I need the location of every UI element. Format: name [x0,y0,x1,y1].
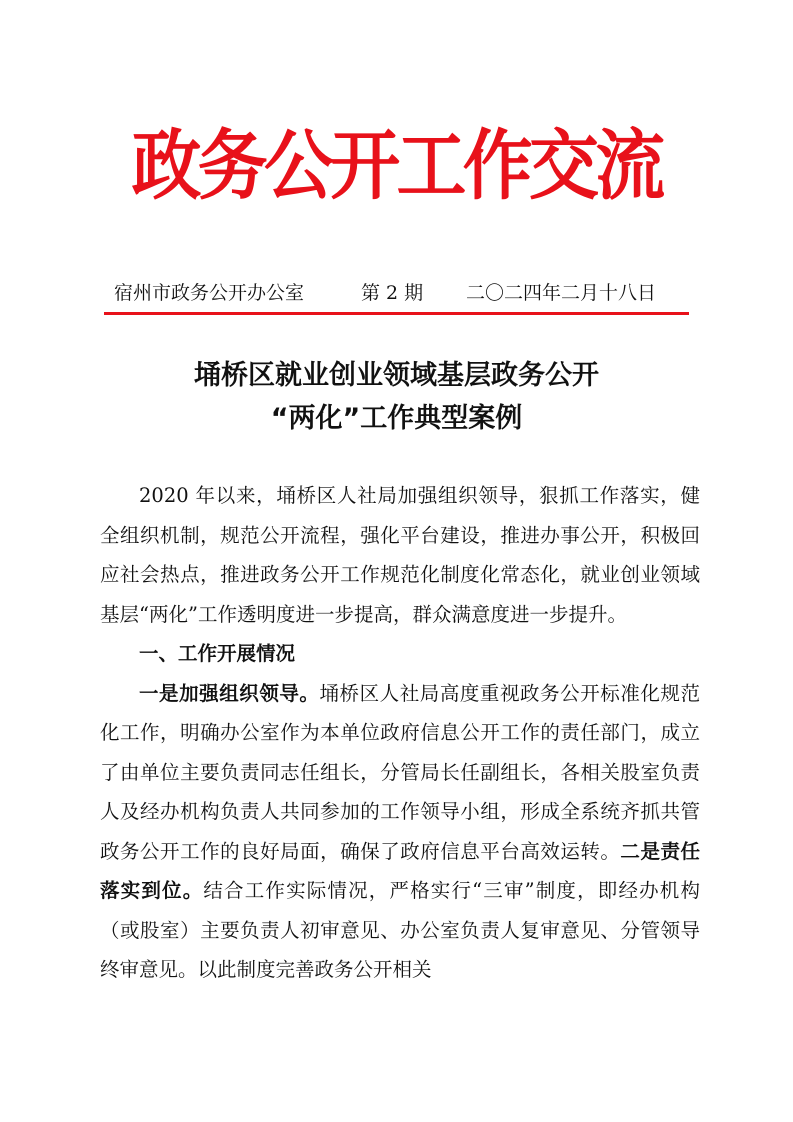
intro-paragraph: 2020 年以来，埇桥区人社局加强组织领导，狠抓工作落实，健全组织机制，规范公开流程，强化平台建设，推进办事公开，积极回应社会热点，推进政务公开工作规范化制度化常态化，就业创业领域基层“两化”工作透明度进一步提高，群众满意度进一步提升。 [100,484,700,626]
body-paragraph [100,674,700,990]
issuing-office: 宿州市政务公开办公室 [114,282,305,304]
issue-line [114,278,684,308]
article-title-line-2: “两化”工作典型案例 [270,403,523,434]
article-title-line-1: 埇桥区就业创业领域基层政务公开 [194,360,599,391]
point-1-text: 埇桥区人社局高度重视政务公开标准化规范化工作，明确办公室作为本单位政府信息公开工作的责任部门，成立了由单位主要负责同志任组长，分管局长任副组长，各相关股室负责人及经办机构负责人共同参加的工作领导小组，形成全系统齐抓共管政务公开工作的良好局面，确保了政府信息平台高效运转。 [100,681,700,863]
point-2-lead: 二是责任落实到位。 [100,839,700,902]
section-heading: 一、工作开展情况 [139,642,296,665]
masthead-title: 政务公开工作交流 [131,121,662,210]
point-1-lead: 一是加强组织领导。 [139,681,320,705]
article-body [100,476,700,990]
issue-date: 二〇二四年二月十八日 [466,282,657,304]
point-2-text: 结合工作实际情况，严格实行“三审”制度，即经办机构（或股室）主要负责人初审意见、办公室负责人复审意见、分管领导终审意见。以此制度完善政务公开相关 [100,879,700,981]
issue-number: 第 2 期 [361,282,424,304]
red-divider-rule [104,312,689,315]
